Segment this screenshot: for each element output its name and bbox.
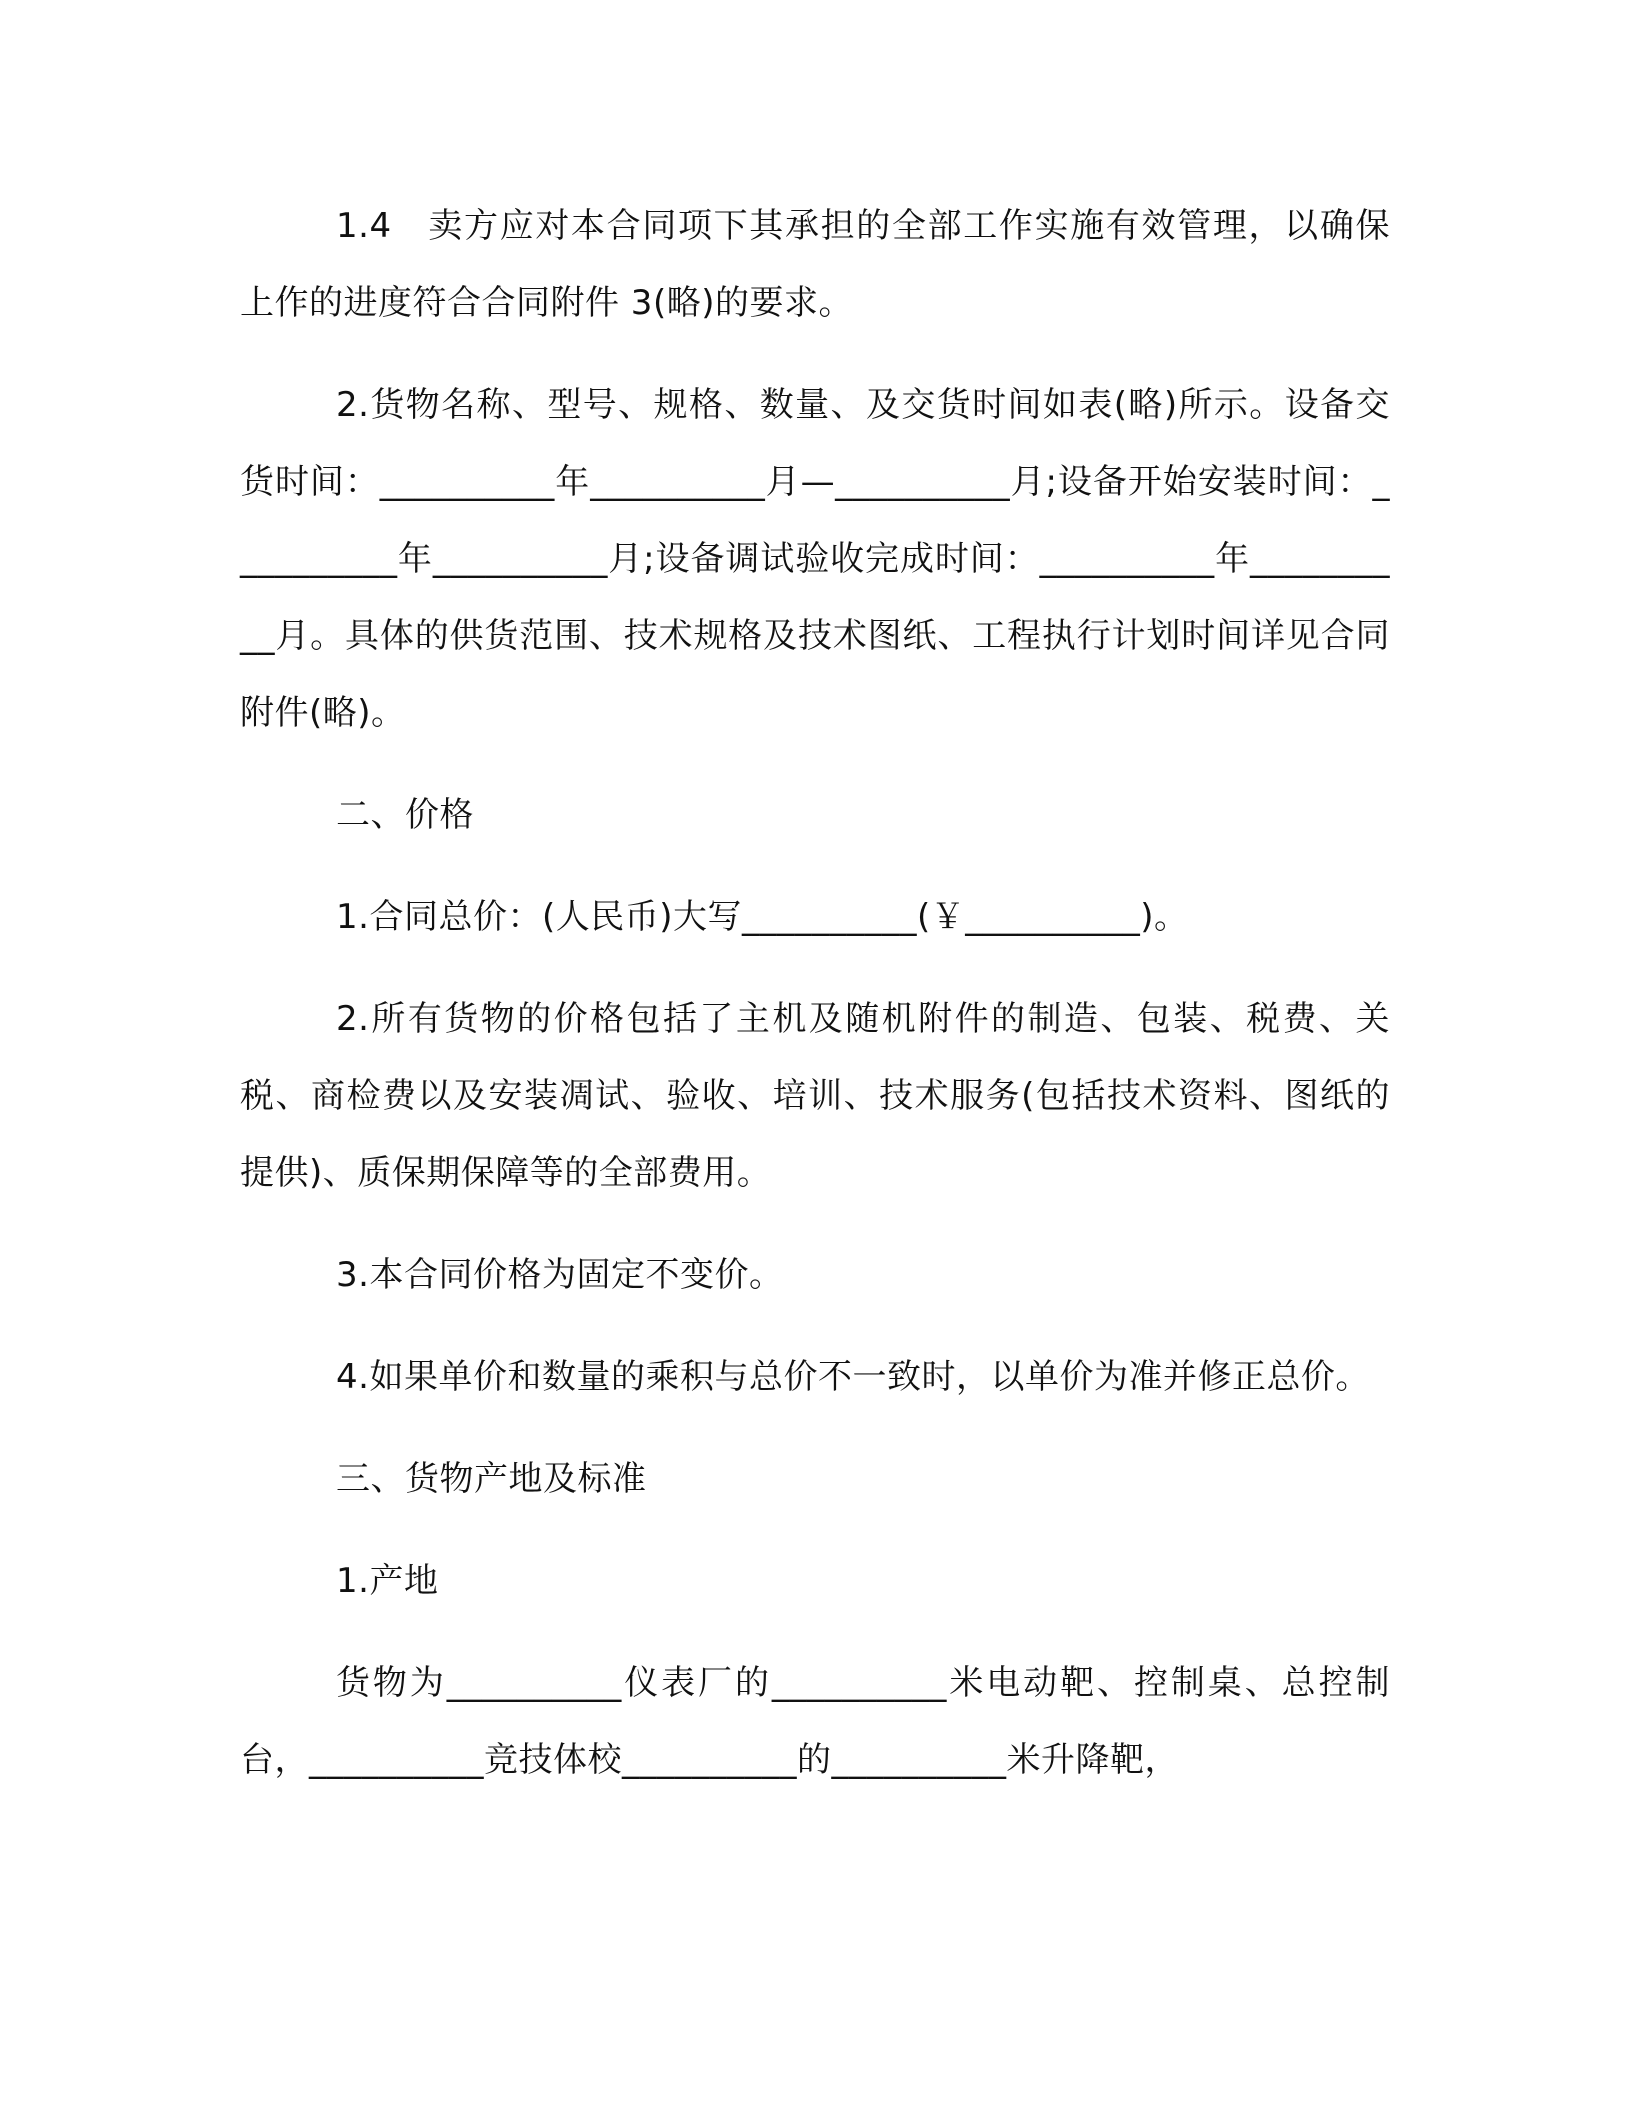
section-heading-origin-standard: 三、货物产地及标准: [336, 1459, 647, 1499]
subheading-1-origin: 1.产地: [336, 1561, 439, 1601]
paragraph-goods-origin: 货物为__________仪表厂的__________米电动靶、控制桌、总控制台，__________竞技体校__________的__________米升降靶，: [240, 1663, 1390, 1780]
section-heading-price: 二、价格: [336, 795, 474, 835]
paragraph-2-price-includes: 2.所有货物的价格包括了主机及随机附件的制造、包装、税费、关税、商检费以及安装凋试、验收、培训、技术服务(包括技术资料、图纸的提供)、质保期保障等的全部费用。: [240, 999, 1390, 1193]
paragraph-3-fixed-price: 3.本合同价格为固定不变价。: [336, 1255, 784, 1295]
paragraph-4-unit-price: 4.如果单价和数量的乘积与总价不一致时，以单价为准并修正总价。: [336, 1357, 1370, 1397]
paragraph-1-total-price: 1.合同总价：(人民币)大写__________(￥__________)。: [336, 897, 1189, 937]
paragraph-2-delivery-time: 2.货物名称、型号、规格、数量、及交货时间如表(略)所示。设备交货时间：__________年__________月—__________月;设备开始安装时间：__________年__________月;设备调试验收完成时间：__________年__________月。具体的供货范围、技术规格及技术图纸、工程执行计划时间详见合同附件(略)。: [240, 385, 1390, 733]
paragraph-1-4-management: 1.4 卖方应对本合同项下其承担的全部工作实施有效管理，以确保上作的进度符合合同附件 3(略)的要求。: [240, 206, 1390, 323]
document-page: [240, 188, 1390, 1799]
